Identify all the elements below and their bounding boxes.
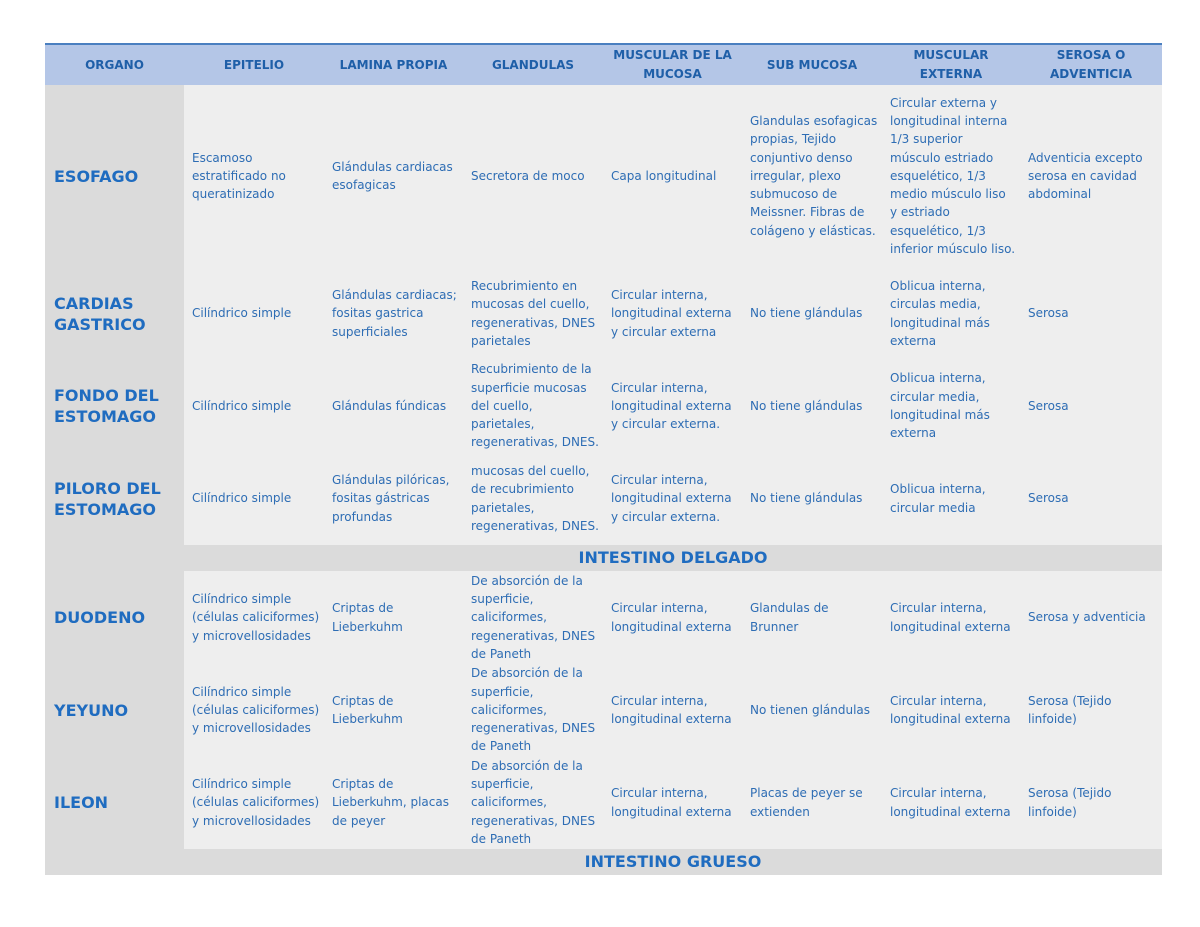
table-row [45,85,1162,267]
section-row-intestino-delgado [45,545,1162,571]
organ-name: FONDO DEL ESTOMAGO [45,360,184,452]
table-cell: Escamoso estratificado no queratinizado [184,85,324,267]
table-cell: Circular interna, longitudinal externa [603,664,742,756]
table-cell: mucosas del cuello, de recubrimiento parietales, regenerativas, DNES. [463,452,603,545]
table-cell: Oblicua interna, circular media [882,452,1020,545]
section-title: INTESTINO GRUESO [184,849,1162,875]
table-cell: Serosa y adventicia [1020,571,1162,664]
histology-table-sheet [45,43,1162,875]
table-cell: No tienen glándulas [742,664,882,756]
table-cell: Circular interna, longitudinal externa y circular externa. [603,452,742,545]
header-sub-mucosa: SUB MUCOSA [742,44,882,85]
table-cell: Glandulas esofagicas propias, Tejido conjuntivo denso irregular, plexo submucoso de Meissner. Fibras de colágeno y elásticas. [742,85,882,267]
table-cell: Cilíndrico simple (células caliciformes) y microvellosidades [184,756,324,849]
table-row [45,664,1162,756]
header-glandulas: GLANDULAS [463,44,603,85]
table-cell: Serosa (Tejido linfoide) [1020,756,1162,849]
table-cell: Glándulas cardiacas esofagicas [324,85,463,267]
table-row [45,452,1162,545]
organ-name: CARDIAS GASTRICO [45,267,184,360]
table-cell: Capa longitudinal [603,85,742,267]
table-cell: Adventicia excepto serosa en cavidad abdominal [1020,85,1162,267]
digestive-organs-table [45,43,1162,875]
table-cell: Serosa [1020,360,1162,452]
table-cell: Criptas de Lieberkuhm, placas de peyer [324,756,463,849]
header-muscular-mucosa: MUSCULAR DE LA MUCOSA [603,44,742,85]
table-row [45,571,1162,664]
table-row [45,756,1162,849]
table-cell: Serosa [1020,452,1162,545]
table-cell: Circular interna, longitudinal externa [603,571,742,664]
table-cell: De absorción de la superficie, caliciformes, regenerativas, DNES de Paneth [463,571,603,664]
organ-name: DUODENO [45,571,184,664]
section-title: INTESTINO DELGADO [184,545,1162,571]
table-cell: Circular externa y longitudinal interna 1/3 superior músculo estriado esquelético, 1/3 medio músculo liso y estriado esquelético, 1/3 inferior músculo liso. [882,85,1020,267]
table-row [45,360,1162,452]
section-row-intestino-grueso [45,849,1162,875]
table-cell: No tiene glándulas [742,360,882,452]
table-cell: Glándulas pilóricas, fositas gástricas profundas [324,452,463,545]
header-organo: ORGANO [45,44,184,85]
table-cell: Oblicua interna, circular media, longitudinal más externa [882,360,1020,452]
organ-name: ESOFAGO [45,85,184,267]
table-cell: Glándulas fúndicas [324,360,463,452]
header-row [45,44,1162,85]
table-cell: Cilíndrico simple [184,360,324,452]
table-cell: Circular interna, longitudinal externa y circular externa. [603,360,742,452]
table-cell: Circular interna, longitudinal externa [603,756,742,849]
table-cell: No tiene glándulas [742,267,882,360]
table-cell: Criptas de Lieberkuhm [324,571,463,664]
table-cell: Criptas de Lieberkuhm [324,664,463,756]
table-cell: Glándulas cardiacas; fositas gastrica superficiales [324,267,463,360]
table-cell: Circular interna, longitudinal externa [882,664,1020,756]
table-cell: Circular interna, longitudinal externa [882,756,1020,849]
table-cell: Recubrimiento en mucosas del cuello, regenerativas, DNES parietales [463,267,603,360]
header-epitelio: EPITELIO [184,44,324,85]
table-cell: Oblicua interna, circulas media, longitudinal más externa [882,267,1020,360]
table-cell: Secretora de moco [463,85,603,267]
organ-name: YEYUNO [45,664,184,756]
header-serosa-adventicia: SEROSA O ADVENTICIA [1020,44,1162,85]
table-cell: Glandulas de Brunner [742,571,882,664]
header-lamina-propia: LAMINA PROPIA [324,44,463,85]
header-muscular-externa: MUSCULAR EXTERNA [882,44,1020,85]
table-cell: Cilíndrico simple (células caliciformes) y microvellosidades [184,571,324,664]
table-cell: Cilíndrico simple [184,267,324,360]
table-cell: No tiene glándulas [742,452,882,545]
table-cell: Placas de peyer se extienden [742,756,882,849]
table-cell: Serosa (Tejido linfoide) [1020,664,1162,756]
table-cell: Cilíndrico simple [184,452,324,545]
section-spacer [45,545,184,571]
table-cell: Recubrimiento de la superficie mucosas del cuello, parietales, regenerativas, DNES. [463,360,603,452]
organ-name: PILORO DEL ESTOMAGO [45,452,184,545]
table-row [45,267,1162,360]
section-spacer [45,849,184,875]
table-cell: De absorción de la superficie, caliciformes, regenerativas, DNES de Paneth [463,756,603,849]
table-cell: Circular interna, longitudinal externa y circular externa [603,267,742,360]
organ-name: ILEON [45,756,184,849]
table-cell: Serosa [1020,267,1162,360]
table-cell: Circular interna, longitudinal externa [882,571,1020,664]
table-cell: Cilíndrico simple (células caliciformes) y microvellosidades [184,664,324,756]
table-cell: De absorción de la superficie, caliciformes, regenerativas, DNES de Paneth [463,664,603,756]
